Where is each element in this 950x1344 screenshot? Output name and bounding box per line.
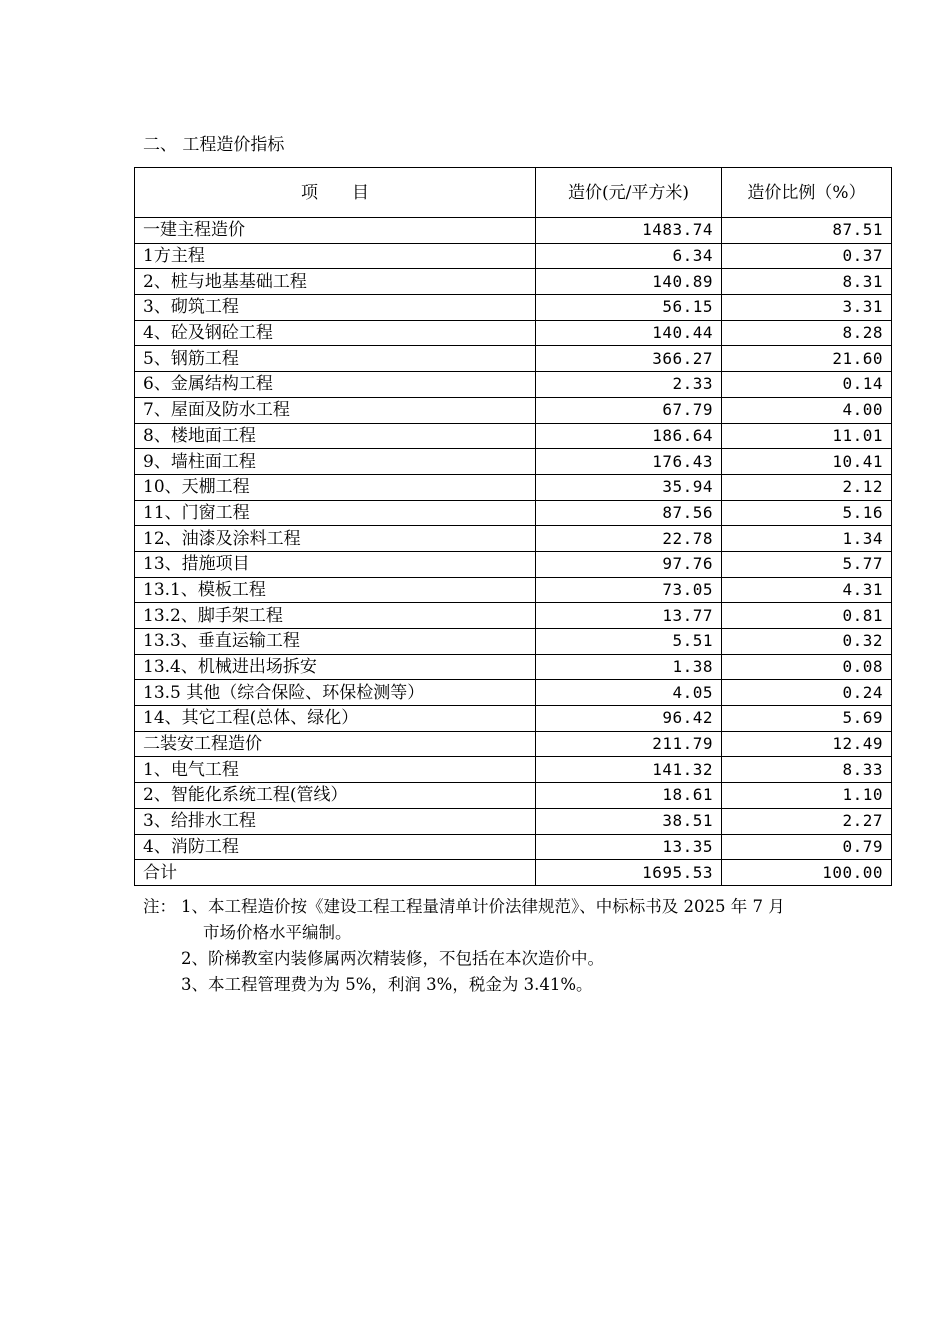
cell-ratio: 5.69 [722, 706, 892, 732]
cost-index-table [134, 167, 892, 886]
cell-item: 10、天棚工程 [135, 474, 536, 500]
table-row [135, 295, 892, 321]
table-row [135, 731, 892, 757]
cell-ratio: 100.00 [722, 860, 892, 886]
table-row [135, 808, 892, 834]
cell-item: 13.3、垂直运输工程 [135, 629, 536, 655]
cell-ratio: 8.31 [722, 269, 892, 295]
cell-ratio: 1.10 [722, 783, 892, 809]
table-row [135, 680, 892, 706]
cell-price: 13.77 [536, 603, 722, 629]
table-row [135, 500, 892, 526]
note-1 [143, 894, 883, 920]
cell-price: 22.78 [536, 526, 722, 552]
table-row [135, 551, 892, 577]
table-row [135, 834, 892, 860]
table-row [135, 860, 892, 886]
cell-item: 2、智能化系统工程(管线） [135, 783, 536, 809]
cell-ratio: 2.27 [722, 808, 892, 834]
cell-price: 211.79 [536, 731, 722, 757]
cell-ratio: 10.41 [722, 449, 892, 475]
notes-section [143, 894, 883, 998]
cell-item: 5、钢筋工程 [135, 346, 536, 372]
header-price: 造价(元/平方米) [536, 168, 722, 218]
cell-item: 13、措施项目 [135, 551, 536, 577]
cell-ratio: 0.81 [722, 603, 892, 629]
header-item: 项 目 [135, 168, 536, 218]
cell-price: 6.34 [536, 243, 722, 269]
cell-price: 2.33 [536, 372, 722, 398]
cell-price: 4.05 [536, 680, 722, 706]
cell-price: 67.79 [536, 397, 722, 423]
cell-item: 1、电气工程 [135, 757, 536, 783]
cell-item: 合计 [135, 860, 536, 886]
cell-price: 5.51 [536, 629, 722, 655]
cell-ratio: 0.37 [722, 243, 892, 269]
cell-ratio: 87.51 [722, 218, 892, 244]
cell-ratio: 21.60 [722, 346, 892, 372]
table-row [135, 654, 892, 680]
cell-ratio: 11.01 [722, 423, 892, 449]
table-row [135, 449, 892, 475]
cell-item: 11、门窗工程 [135, 500, 536, 526]
cell-price: 38.51 [536, 808, 722, 834]
cell-ratio: 0.32 [722, 629, 892, 655]
cell-price: 73.05 [536, 577, 722, 603]
table-row [135, 320, 892, 346]
note-3: 3、本工程管理费为为 5%，利润 3%，税金为 3.41%。 [181, 975, 593, 994]
cell-price: 186.64 [536, 423, 722, 449]
cell-ratio: 1.34 [722, 526, 892, 552]
cell-item: 2、桩与地基基础工程 [135, 269, 536, 295]
cell-price: 35.94 [536, 474, 722, 500]
note-1-line-1: 1、本工程造价按《建设工程工程量清单计价法律规范》、中标标书及 2025 年 7 月 [181, 897, 785, 916]
cell-item: 6、金属结构工程 [135, 372, 536, 398]
table-header-row [135, 168, 892, 218]
cell-ratio: 0.08 [722, 654, 892, 680]
table-row [135, 629, 892, 655]
table-row [135, 526, 892, 552]
cell-item: 3、砌筑工程 [135, 295, 536, 321]
cell-price: 141.32 [536, 757, 722, 783]
table-row [135, 706, 892, 732]
cell-item: 二装安工程造价 [135, 731, 536, 757]
cell-item: 12、油漆及涂料工程 [135, 526, 536, 552]
table-row [135, 372, 892, 398]
cell-item: 1方主程 [135, 243, 536, 269]
cell-ratio: 2.12 [722, 474, 892, 500]
note-1-line-2: 市场价格水平编制。 [203, 923, 352, 942]
cell-ratio: 0.14 [722, 372, 892, 398]
cell-item: 13.2、脚手架工程 [135, 603, 536, 629]
cell-item: 13.4、机械进出场拆安 [135, 654, 536, 680]
table-row [135, 397, 892, 423]
table-row [135, 474, 892, 500]
cell-price: 140.44 [536, 320, 722, 346]
cell-item: 9、墙柱面工程 [135, 449, 536, 475]
cell-ratio: 0.79 [722, 834, 892, 860]
cell-ratio: 8.28 [722, 320, 892, 346]
note-2: 2、阶梯教室内装修属两次精装修，不包括在本次造价中。 [181, 949, 604, 968]
table-row [135, 346, 892, 372]
cell-ratio: 12.49 [722, 731, 892, 757]
cell-price: 366.27 [536, 346, 722, 372]
table-row [135, 243, 892, 269]
table-row [135, 783, 892, 809]
table-row [135, 603, 892, 629]
cell-price: 18.61 [536, 783, 722, 809]
cell-item: 一建主程造价 [135, 218, 536, 244]
cell-ratio: 4.31 [722, 577, 892, 603]
table-row [135, 269, 892, 295]
cell-price: 96.42 [536, 706, 722, 732]
cell-item: 13.5 其他（综合保险、环保检测等） [135, 680, 536, 706]
header-ratio: 造价比例（%） [722, 168, 892, 218]
cell-item: 7、屋面及防水工程 [135, 397, 536, 423]
table-row [135, 757, 892, 783]
cell-ratio: 0.24 [722, 680, 892, 706]
section-heading: 二、 工程造价指标 [143, 135, 285, 155]
cell-price: 140.89 [536, 269, 722, 295]
cell-price: 1483.74 [536, 218, 722, 244]
cell-price: 1695.53 [536, 860, 722, 886]
cell-item: 13.1、模板工程 [135, 577, 536, 603]
cell-item: 4、砼及钢砼工程 [135, 320, 536, 346]
table-row [135, 218, 892, 244]
cell-item: 3、给排水工程 [135, 808, 536, 834]
table-row [135, 423, 892, 449]
cell-ratio: 5.77 [722, 551, 892, 577]
cell-ratio: 5.16 [722, 500, 892, 526]
note-prefix: 注： [143, 897, 176, 916]
cell-item: 4、消防工程 [135, 834, 536, 860]
cell-price: 176.43 [536, 449, 722, 475]
cell-price: 56.15 [536, 295, 722, 321]
cell-item: 8、楼地面工程 [135, 423, 536, 449]
cell-price: 87.56 [536, 500, 722, 526]
cell-price: 97.76 [536, 551, 722, 577]
cell-price: 1.38 [536, 654, 722, 680]
cell-ratio: 4.00 [722, 397, 892, 423]
cell-ratio: 3.31 [722, 295, 892, 321]
cell-ratio: 8.33 [722, 757, 892, 783]
cell-item: 14、其它工程(总体、绿化） [135, 706, 536, 732]
cell-price: 13.35 [536, 834, 722, 860]
table-row [135, 577, 892, 603]
